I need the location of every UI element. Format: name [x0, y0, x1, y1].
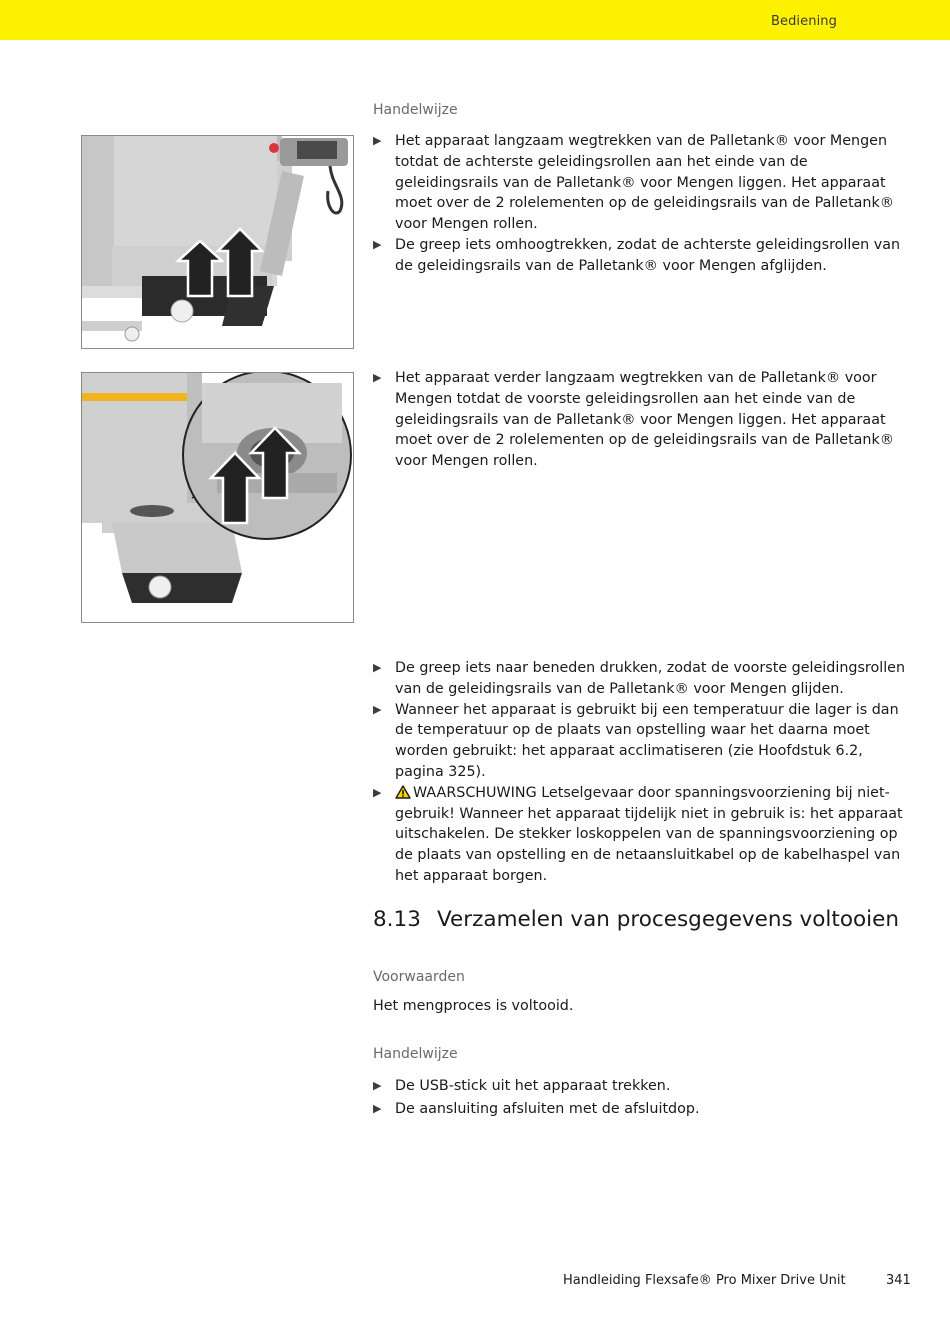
page-number: 341 — [886, 1273, 911, 1288]
step-item: ▶ De USB-stick uit het apparaat trekken. — [373, 1075, 913, 1098]
step-item: ▶ Wanneer het apparaat is gebruikt bij een temperatuur die lager is dan de temperatuur op de plaats van opstelling waar het daarna moet worden gebruikt: het apparaat acclimatiseren (zie Hoofdstuk 6.2, pagina 325). — [373, 701, 899, 780]
step-item: ▶ Het apparaat verder langzaam wegtrekken van de Palletank® voor Mengen totdat de voorste geleidingsrollen aan het einde van de geleidingsrails van de Palletank® voor Mengen liggen. Het apparaat moet over de 2 rolelementen op de geleidingsrails van de Palletank® voor Mengen rollen. — [373, 370, 895, 470]
step-item: ▶ De greep iets omhoogtrekken, zodat de achterste geleidingsrollen van de geleidingsrails van de Palletank® voor Mengen afglijden. — [373, 236, 901, 274]
procedure-heading-2: Handelwijze — [373, 1046, 458, 1062]
step-list-1 — [373, 131, 913, 277]
section-title: Bediening — [770, 14, 837, 29]
triangle-right-icon: ▶ — [373, 1101, 382, 1115]
step-item: ▶ De greep iets naar beneden drukken, zodat de voorste geleidingsrollen van de geleidingsrails van de Palletank® voor Mengen glijden. — [373, 660, 906, 697]
device-illustration-1 — [82, 136, 353, 348]
warning-text-end: in gebruik is: het apparaat uitschakelen. De stekker loskoppelen van de spanningsvoorziening op de plaats van opstelling en de netaansluitkabel op de kabelhaspel van het apparaat borgen. — [395, 805, 903, 884]
triangle-right-icon: ▶ — [373, 1079, 382, 1092]
step-list-2 — [373, 368, 913, 472]
section-title-text: Verzamelen van procesgegevens voltooien — [437, 907, 899, 932]
step-item: ▶ Het apparaat langzaam wegtrekken van de Palletank® voor Mengen totdat de achterste geleidingsrollen aan het einde van de geleidingsrails van de Palletank® voor Mengen liggen. Het apparaat moet over de 2 rolelementen op de geleidingsrails van de Palletank® voor Mengen rollen. — [373, 133, 895, 233]
triangle-right-icon: ▶ — [373, 237, 382, 251]
device-illustration-2 — [82, 373, 353, 622]
step-list-3 — [373, 658, 913, 887]
section-number: 8.13 — [373, 907, 421, 932]
triangle-right-icon: ▶ — [373, 134, 382, 147]
warning-label: WAARSCHUWING — [413, 784, 537, 801]
warning-triangle-icon — [395, 785, 411, 799]
step-list-4 — [373, 1075, 913, 1120]
prerequisites-heading: Voorwaarden — [373, 969, 465, 985]
figure-front-rollers — [81, 372, 354, 623]
section-heading — [373, 907, 899, 932]
footer-manual-title: Handleiding Flexsafe® Pro Mixer Drive Unit — [563, 1273, 846, 1288]
header-bar — [0, 0, 950, 40]
prerequisites-text: Het mengproces is voltooid. — [373, 998, 574, 1014]
warning-text: Letselgevaar door spanningsvoorziening bij niet-gebruik! Wanneer het apparaat tijdelijk — [395, 784, 890, 822]
triangle-right-icon: ▶ — [373, 661, 382, 674]
figure-rear-rollers — [81, 135, 354, 349]
warning-step — [373, 783, 913, 887]
procedure-heading-1: Handelwijze — [373, 102, 458, 118]
triangle-right-icon: ▶ — [373, 371, 382, 384]
triangle-right-icon: ▶ — [373, 785, 382, 799]
triangle-right-icon: ▶ — [373, 702, 382, 716]
step-item: ▶ De aansluiting afsluiten met de afsluitdop. — [373, 1098, 913, 1121]
warning-emphasis: niet — [680, 805, 709, 822]
